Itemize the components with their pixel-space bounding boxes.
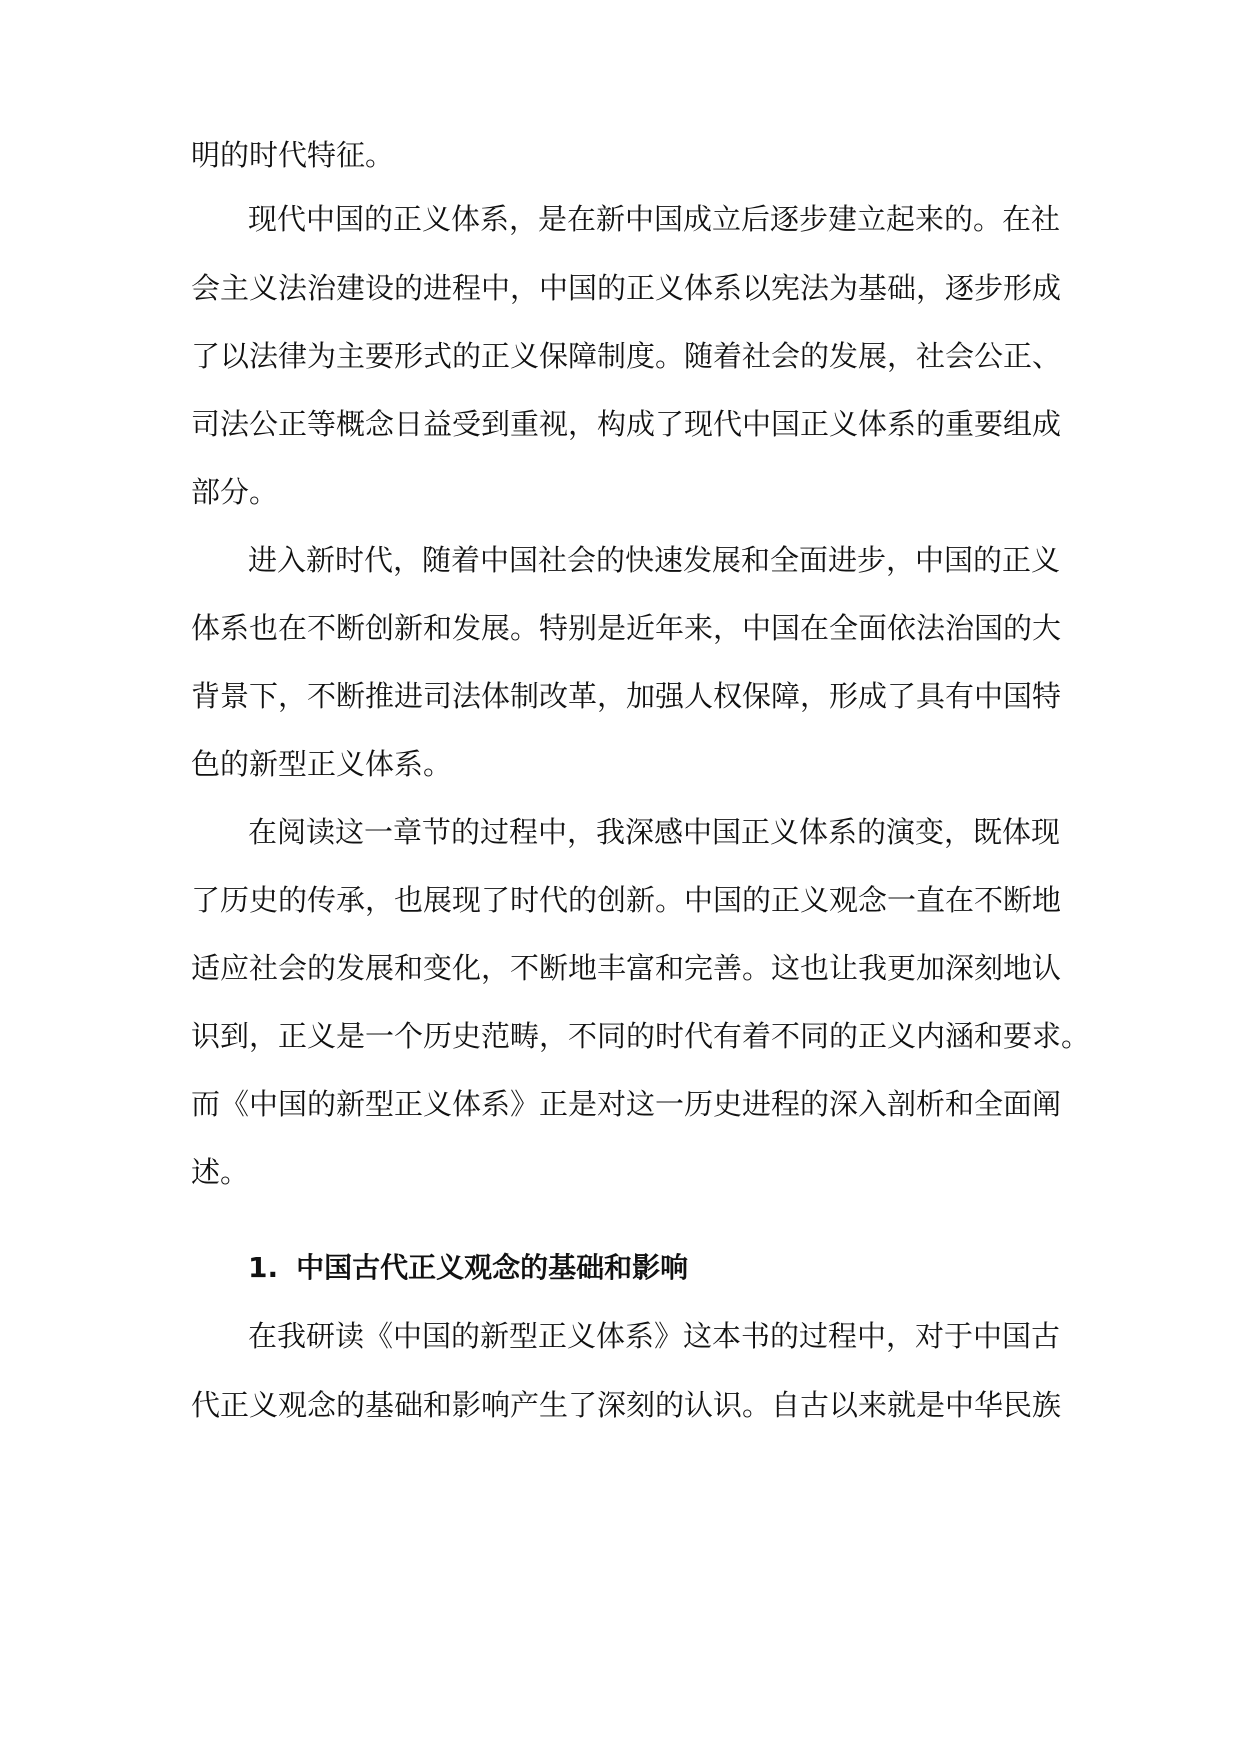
paragraph-line: 背景下，不断推进司法体制改革，加强人权保障，形成了具有中国特 — [191, 679, 1062, 713]
section-heading — [248, 1248, 688, 1288]
paragraph-line: 了以法律为主要形式的正义保障制度。随着社会的发展，社会公正、 — [191, 339, 1062, 373]
paragraph-line: 进入新时代，随着中国社会的快速发展和全面进步，中国的正义 — [248, 543, 1061, 577]
paragraph-line: 适应社会的发展和变化，不断地丰富和完善。这也让我更加深刻地认 — [191, 951, 1062, 985]
paragraph-line: 在我研读《中国的新型正义体系》这本书的过程中，对于中国古 — [248, 1319, 1061, 1353]
paragraph-line: 了历史的传承，也展现了时代的创新。中国的正义观念一直在不断地 — [191, 883, 1062, 917]
paragraph-line: 司法公正等概念日益受到重视，构成了现代中国正义体系的重要组成 — [191, 407, 1062, 441]
paragraph-line: 而《中国的新型正义体系》正是对这一历史进程的深入剖析和全面阐 — [191, 1087, 1062, 1121]
paragraph-line: 色的新型正义体系。 — [191, 747, 453, 781]
paragraph-line: 代正义观念的基础和影响产生了深刻的认识。自古以来就是中华民族 — [191, 1388, 1062, 1422]
paragraph-line: 识到，正义是一个历史范畴，不同的时代有着不同的正义内涵和要求。 — [191, 1019, 1091, 1053]
paragraph-line: 部分。 — [191, 475, 279, 509]
section-number: 1. — [248, 1251, 279, 1284]
paragraph-line: 明的时代特征。 — [191, 138, 395, 172]
paragraph-line: 述。 — [191, 1155, 250, 1189]
paragraph-line: 体系也在不断创新和发展。特别是近年来，中国在全面依法治国的大 — [191, 611, 1062, 645]
paragraph-line: 现代中国的正义体系，是在新中国成立后逐步建立起来的。在社 — [248, 202, 1061, 236]
section-title: 中国古代正义观念的基础和影响 — [296, 1251, 689, 1284]
paragraph-line: 会主义法治建设的进程中，中国的正义体系以宪法为基础，逐步形成 — [191, 271, 1062, 305]
paragraph-line: 在阅读这一章节的过程中，我深感中国正义体系的演变，既体现 — [248, 815, 1061, 849]
